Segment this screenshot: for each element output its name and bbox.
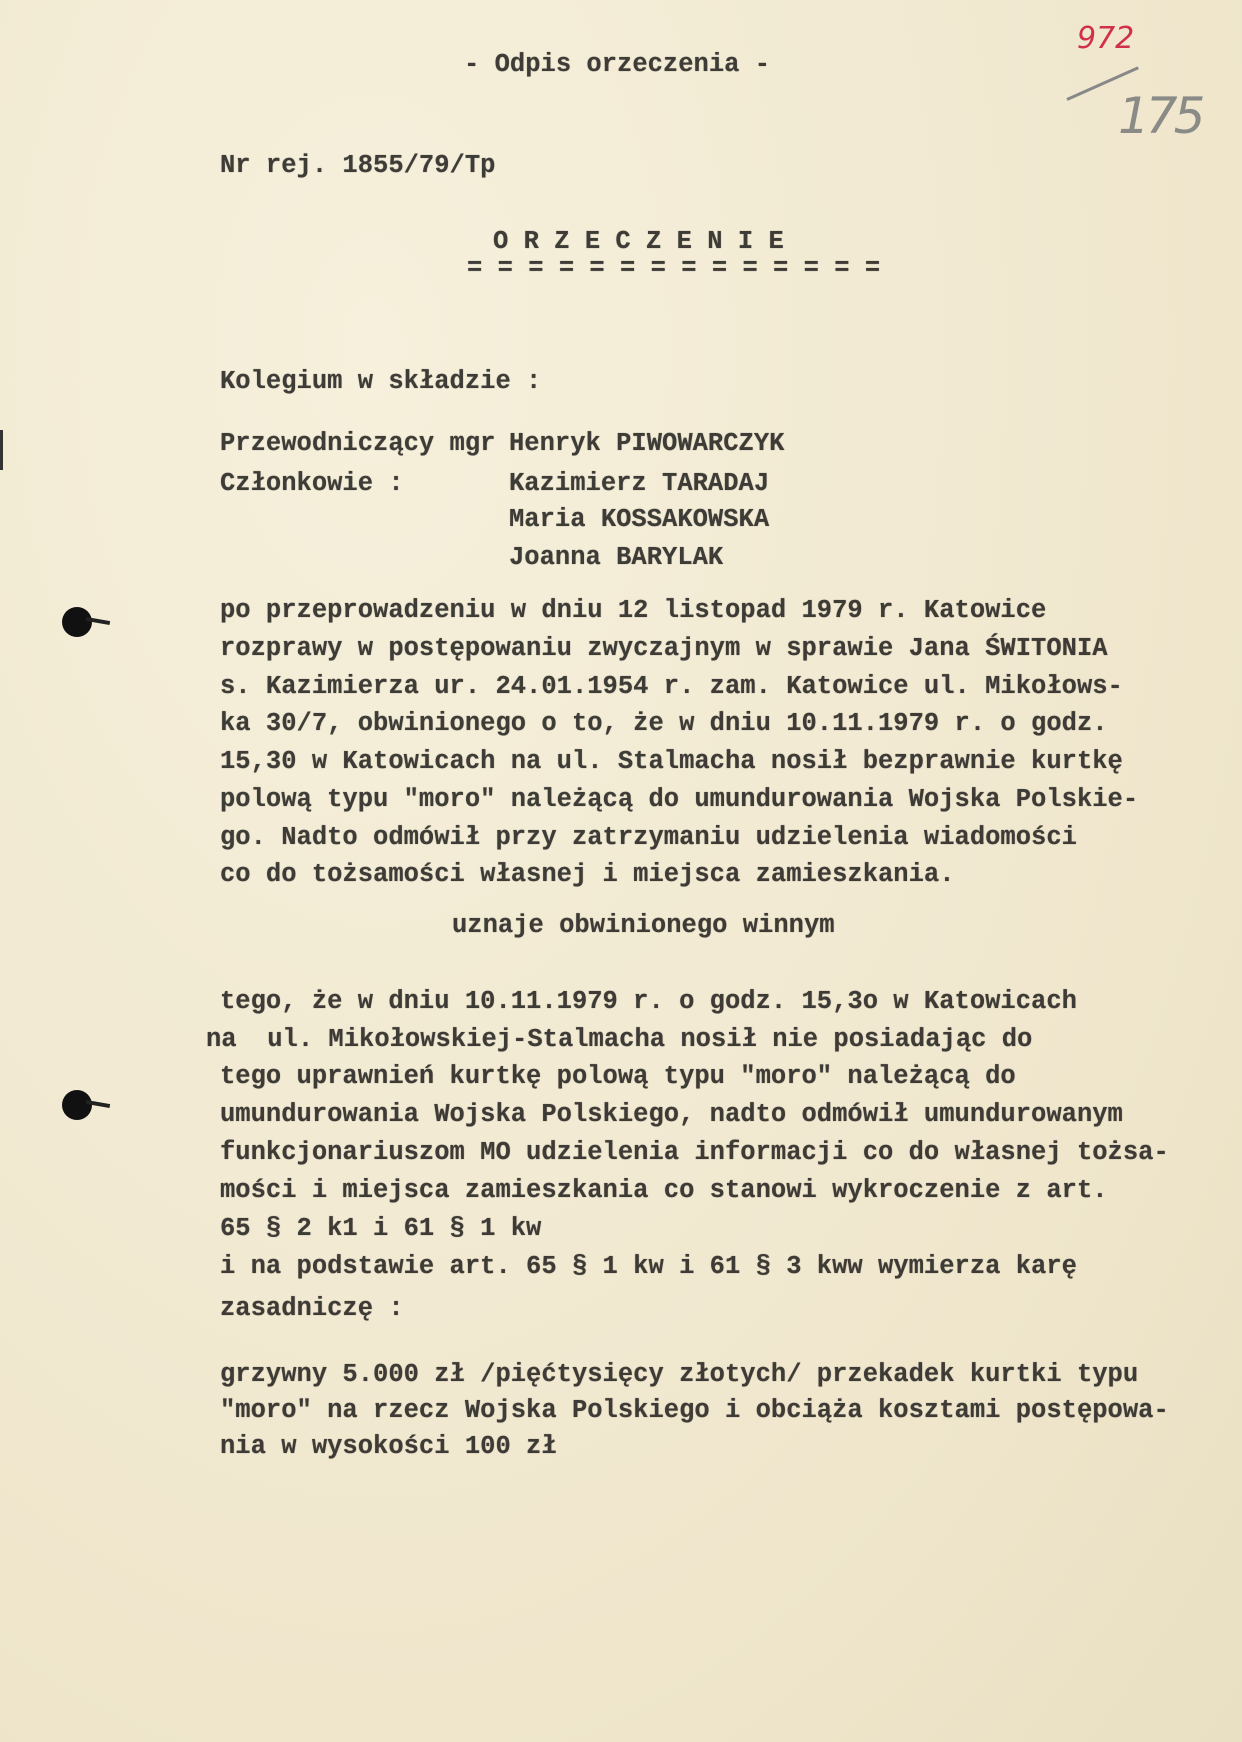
members-label: Członkowie : (220, 469, 404, 498)
penalty-line: grzywny 5.000 zł /pięćtysięcy złotych/ przekadek kurtki typu (220, 1360, 1139, 1389)
verdict-line: zasadniczę : (220, 1294, 404, 1323)
document-title: O R Z E C Z E N I E (493, 227, 784, 256)
verdict-line: i na podstawie art. 65 § 1 kw i 61 § 3 kww wymierza karę (220, 1252, 1077, 1281)
verdict-line: 65 § 2 k1 i 61 § 1 kw (220, 1214, 542, 1243)
charge-line: rozprawy w postępowaniu zwyczajnym w sprawie Jana ŚWITONIA (220, 634, 1108, 663)
archive-number-red: 972 (1077, 21, 1135, 56)
registry-number: Nr rej. 1855/79/Tp (220, 151, 496, 180)
charge-line: 15,30 w Katowicach na ul. Stalmacha nosił bezprawnie kurtkę (220, 747, 1123, 776)
verdict-line: umundurowania Wojska Polskiego, nadto odmówił umundurowanym (220, 1100, 1123, 1129)
member-name: Joanna BARYLAK (509, 543, 724, 572)
title-underline: = = = = = = = = = = = = = = (467, 254, 881, 283)
punch-hole (62, 607, 92, 637)
archive-number-pencil: 175 (1118, 87, 1202, 145)
charge-line: co do tożsamości własnej i miejsca zamieszkania. (220, 860, 955, 889)
chair-label: Przewodniczący mgr (220, 429, 496, 458)
panel-intro: Kolegium w składzie : (220, 367, 542, 396)
copy-label: - Odpis orzeczenia - (464, 50, 771, 79)
verdict-line: tego, że w dniu 10.11.1979 r. o godz. 15,3o w Katowicach (220, 987, 1077, 1016)
page-edge-mark (0, 430, 3, 470)
charge-line: go. Nadto odmówił przy zatrzymaniu udzielenia wiadomości (220, 823, 1077, 852)
punch-hole (62, 1090, 92, 1120)
penalty-line: "moro" na rzecz Wojska Polskiego i obciąża kosztami postępowa- (220, 1396, 1169, 1425)
verdict-line: tego uprawnień kurtkę polową typu "moro" należącą do (220, 1062, 1016, 1091)
charge-line: polową typu "moro" należącą do umundurowania Wojska Polskie- (220, 785, 1139, 814)
verdict-line: na ul. Mikołowskiej-Stalmacha nosił nie posiadając do (206, 1025, 1033, 1054)
verdict-line: mości i miejsca zamieszkania co stanowi wykroczenie z art. (220, 1176, 1108, 1205)
chair-name: Henryk PIWOWARCZYK (509, 429, 785, 458)
charge-line: s. Kazimierza ur. 24.01.1954 r. zam. Katowice ul. Mikołows- (220, 672, 1123, 701)
member-name: Maria KOSSAKOWSKA (509, 505, 770, 534)
charge-line: po przeprowadzeniu w dniu 12 listopad 1979 r. Katowice (220, 596, 1047, 625)
charge-line: ka 30/7, obwinionego o to, że w dniu 10.11.1979 r. o godz. (220, 709, 1108, 738)
verdict-line: funkcjonariuszom MO udzielenia informacji co do własnej tożsa- (220, 1138, 1169, 1167)
penalty-line: nia w wysokości 100 zł (220, 1432, 557, 1461)
member-name: Kazimierz TARADAJ (509, 469, 770, 498)
verdict-heading: uznaje obwinionego winnym (452, 911, 835, 940)
